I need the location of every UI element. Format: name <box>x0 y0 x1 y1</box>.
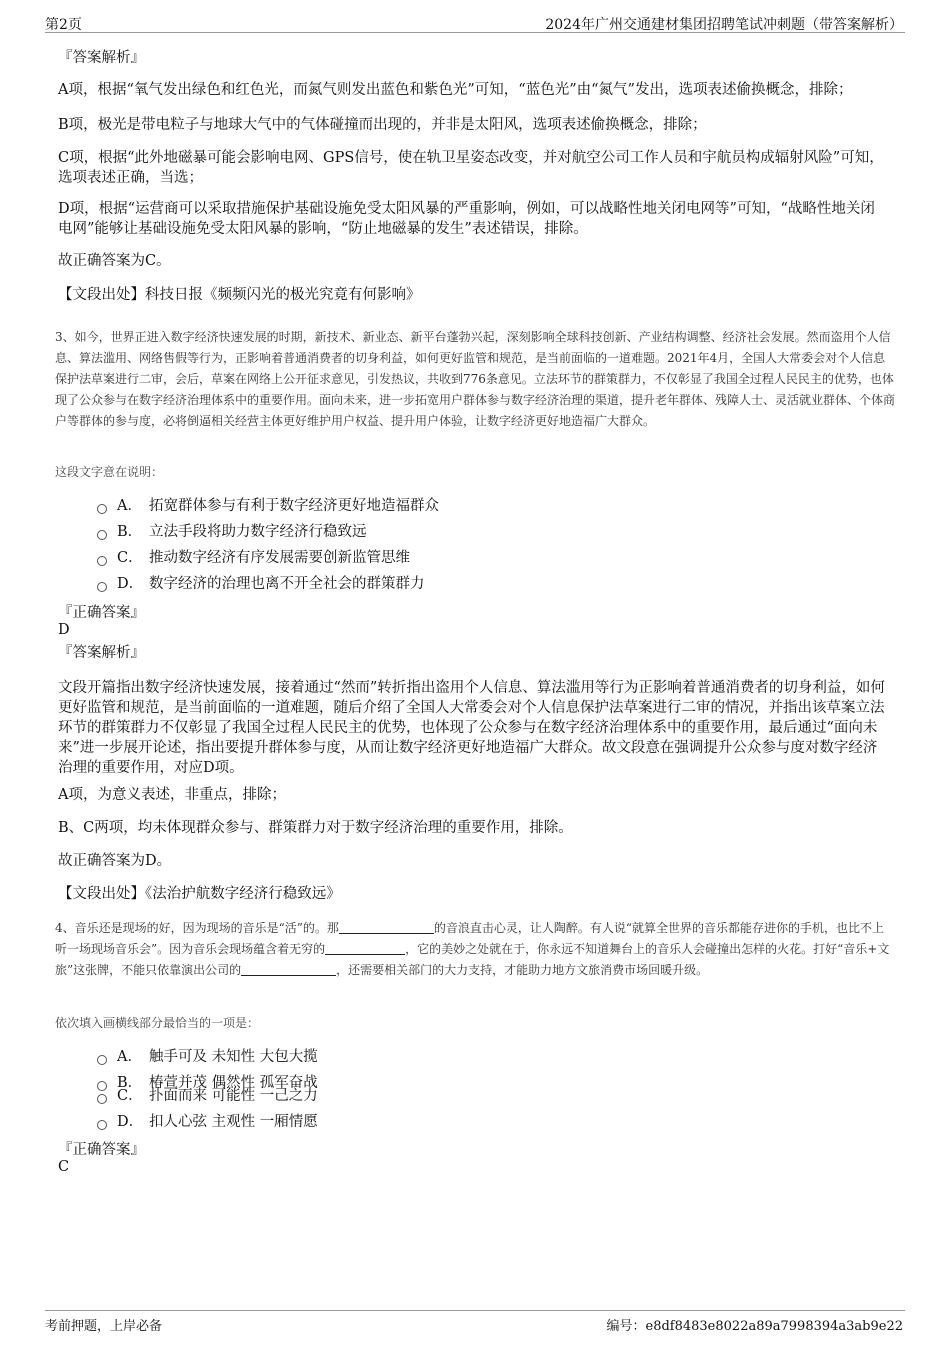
q3-analysis-label: 『答案解析』 <box>58 645 145 661</box>
q2-conclusion: 故正确答案为C。 <box>58 253 171 269</box>
document-id: 编号：e8df8483e8022a89a7998394a3ab9e22 <box>606 1319 903 1334</box>
q4-option-d[interactable]: D． 扣人心弦 主观性 一厢情愿 <box>97 1112 318 1132</box>
document-title: 2024年广州交通建材集团招聘笔试冲刺题（带答案解析） <box>545 17 903 33</box>
q2-source: 【文段出处】科技日报《频频闪光的极光究竟有何影响》 <box>58 287 421 303</box>
q3-source: 【文段出处】《法治护航数字经济行稳致远》 <box>58 886 341 902</box>
q4-question-text: 4、音乐还是现场的好，因为现场的音乐是“活”的。那 的音浪直击心灵，让人陶醉。有人说“就算全世界的音乐都能存进你的手机，也比不上听一场现场音乐会”。因为音乐会现场蕴含着无穷的 ，它的美妙之处就在于，你永远不知道舞台上的音乐人会碰撞出怎样的火花。打好“音乐+文旅”这张牌，不能只依靠演出公司的 ，还需要相关部门的大力支持，才能助力地方文旅消费市场回暖升级。 <box>55 921 890 977</box>
q4-answer-label: 『正确答案』 <box>58 1142 145 1158</box>
page-number: 第2页 <box>45 17 82 33</box>
blank-2 <box>325 941 405 955</box>
q3-option-d[interactable]: D． 数字经济的治理也离不开全社会的群策群力 <box>97 574 425 594</box>
q3-analysis: 文段开篇指出数字经济快速发展，接着通过“然而”转折指出盗用个人信息、算法滥用等行为正影响着普通消费者的切身利益，如何更好监管和规范，是当前面临的一道难题，随后介绍了全国人大常委会对个人信息保护法草案进行二审的情况，并指出该草案立法环节的群策群力不仅彰显了我国全过程人民民主的优势，也体现了公众参与在数字经济治理体系中的重要作用，最后通过“面向未来”进一步展开论述，指出要提升群体参与度，从而让数字经济更好地造福广大群众。故文段意在强调提升公众参与度对数字经济治理的重要作用，对应D项。 <box>58 680 885 776</box>
page-header <box>45 10 905 33</box>
radio-icon[interactable] <box>97 582 107 592</box>
q3-analysis-a: A项，为意义表述，非重点，排除； <box>58 787 286 803</box>
q4-prompt: 依次填入画横线部分最恰当的一项是： <box>55 1016 260 1030</box>
q3-prompt: 这段文字意在说明： <box>55 465 164 479</box>
q3-option-a[interactable]: A． 拓宽群体参与有利于数字经济更好地造福群众 <box>97 496 439 516</box>
q4-option-b[interactable]: B． 椿萱并茂 偶然性 孤军奋战 <box>97 1073 318 1093</box>
q2-analysis-a: A项，根据“氧气发出绿色和红色光，而氮气则发出蓝色和紫色光”可知，“蓝色光”由“氮气”发出，选项表述偷换概念，排除； <box>58 82 853 98</box>
q2-analysis-label: 『答案解析』 <box>58 50 145 66</box>
q3-answer-label: 『正确答案』 <box>58 605 145 621</box>
radio-icon[interactable] <box>97 504 107 514</box>
q3-analysis-bc: B、C两项，均未体现群众参与、群策群力对于数字经济治理的重要作用，排除。 <box>58 820 573 836</box>
blank-3 <box>241 962 336 976</box>
footer-slogan: 考前押题，上岸必备 <box>45 1319 163 1334</box>
q4-option-c[interactable]: C． 扑面而来 可能性 一己之力 <box>97 1086 318 1106</box>
radio-icon[interactable] <box>97 556 107 566</box>
radio-icon[interactable] <box>97 1120 107 1130</box>
radio-icon[interactable] <box>97 1055 107 1065</box>
q3-question-text: 3、如今，世界正进入数字经济快速发展的时期，新技术、新业态、新平台蓬勃兴起，深刻影响全球科技创新、产业结构调整、经济社会发展。然而盗用个人信息、算法滥用、网络售假等行为，正影响着普通消费者的切身利益，如何更好监管和规范，是当前面临的一道难题。2021年4月，全国人大常委会对个人信息保护法草案进行二审，会后，草案在网络上公开征求意见，引发热议，共收到776条意见。立法环节的群策群力，不仅彰显了我国全过程人民民主的优势，也体现了公众参与在数字经济治理体系中的重要作用。面向未来，进一步拓宽用户群体参与数字经济治理的渠道，提升老年群体、残障人士、灵活就业群体、个体商户等群体的参与度，必将倒逼相关经营主体更好维护用户权益、提升用户体验，让数字经济更好地造福广大群众。 <box>55 330 896 428</box>
q4-answer: C <box>58 1159 70 1175</box>
q3-option-c[interactable]: C． 推动数字经济有序发展需要创新监管思维 <box>97 548 410 568</box>
q3-option-b[interactable]: B． 立法手段将助力数字经济行稳致远 <box>97 522 367 542</box>
q2-analysis-b: B项，极光是带电粒子与地球大气中的气体碰撞而出现的，并非是太阳风，选项表述偷换概念，排除； <box>58 117 707 133</box>
blank-1 <box>339 920 434 934</box>
q3-answer: D <box>58 622 70 638</box>
page-footer <box>45 1310 905 1334</box>
q3-conclusion: 故正确答案为D。 <box>58 853 172 869</box>
q2-analysis-c: C项，根据“此外地磁暴可能会影响电网、GPS信号，使在轨卫星姿态改变，并对航空公司工作人员和宇航员构成辐射风险”可知，选项表述正确，当选； <box>58 150 884 186</box>
q2-analysis-d: D项，根据“运营商可以采取措施保护基础设施免受太阳风暴的严重影响，例如，可以战略性地关闭电网等”可知，“战略性地关闭电网”能够让基础设施免受太阳风暴的影响，“防止地磁暴的发生”表述错误，排除。 <box>58 201 875 237</box>
q4-option-a[interactable]: A． 触手可及 未知性 大包大揽 <box>97 1047 318 1067</box>
radio-icon[interactable] <box>97 530 107 540</box>
radio-icon[interactable] <box>97 1094 107 1104</box>
